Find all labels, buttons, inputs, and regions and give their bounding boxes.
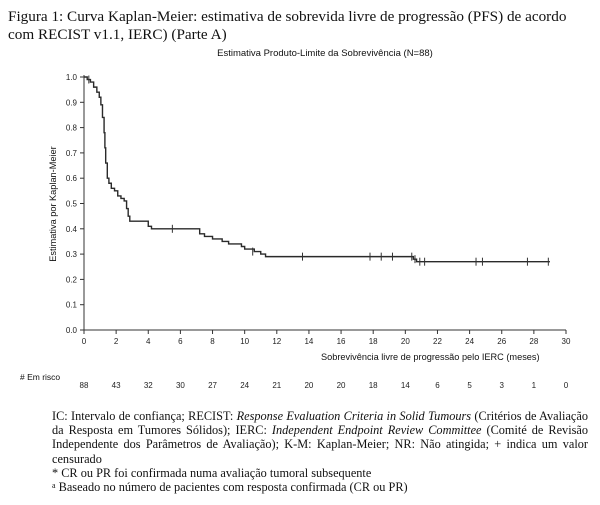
footnote-a-mark: a xyxy=(52,481,56,491)
y-tick-label: 0.4 xyxy=(65,224,77,234)
risk-count: 14 xyxy=(400,381,410,390)
footnotes xyxy=(52,409,588,494)
y-tick-label: 0.5 xyxy=(65,199,77,209)
recist-term: Response Evaluation Criteria in Solid Tumours xyxy=(236,409,472,423)
x-tick-label: 10 xyxy=(240,337,250,346)
x-tick-label: 0 xyxy=(81,337,87,346)
x-tick-label: 20 xyxy=(400,337,410,346)
x-tick-label: 6 xyxy=(178,337,183,346)
y-tick-label: 0.3 xyxy=(65,250,77,260)
x-tick-label: 16 xyxy=(336,337,346,346)
risk-count: 1 xyxy=(531,381,537,390)
risk-count: 5 xyxy=(467,381,472,390)
x-axis-label: Sobrevivência livre de progressão pelo IERC (meses) xyxy=(321,352,540,362)
tick-labels xyxy=(66,73,571,346)
x-tick-label: 26 xyxy=(497,337,507,346)
figure-caption: Figura 1: Curva Kaplan-Meier: estimativa de sobrevida livre de progressão (PFS) de acordo com RECIST v1.1, IERC) (Parte A) xyxy=(8,8,567,43)
x-tick-label: 18 xyxy=(368,337,378,346)
censor-marks xyxy=(89,76,549,266)
y-tick-label: 0.0 xyxy=(65,326,77,335)
risk-count: 3 xyxy=(499,381,504,390)
risk-count: 24 xyxy=(240,381,250,390)
footnote-star: * CR ou PR foi confirmada numa avaliação tumoral subsequente xyxy=(52,465,372,480)
axes xyxy=(80,75,566,334)
x-tick-label: 8 xyxy=(210,337,215,346)
km-curve xyxy=(84,77,550,262)
y-tick-label: 0.7 xyxy=(65,148,77,158)
risk-count: 6 xyxy=(435,381,440,390)
km-curve-layer xyxy=(84,77,550,262)
chart-title: Estimativa Produto-Limite da Sobrevivência (N=88) xyxy=(217,48,433,59)
y-axis-label: Estimativa por Kaplan-Meier xyxy=(48,146,58,262)
y-tick-label: 1.0 xyxy=(65,73,77,82)
ierc-translation: (Comité de Revisão Independente dos Parâmetros de Avaliação); K-M: Kaplan-Meier; NR: Não atingida; + indica um valor censurado xyxy=(52,423,588,466)
x-tick-label: 28 xyxy=(529,337,539,346)
x-tick-label: 2 xyxy=(113,337,119,346)
y-tick-label: 0.9 xyxy=(65,98,77,108)
risk-count: 20 xyxy=(336,381,346,390)
y-tick-label: 0.2 xyxy=(65,275,77,285)
y-tick-label: 0.6 xyxy=(65,174,77,184)
risk-table-label: # Em risco xyxy=(20,372,61,382)
risk-count: 18 xyxy=(368,381,378,390)
risk-table xyxy=(80,381,569,390)
x-tick-label: 30 xyxy=(561,337,571,346)
footnote-a xyxy=(52,480,588,494)
risk-count: 30 xyxy=(175,381,185,390)
x-tick-label: 24 xyxy=(465,337,475,346)
x-tick-label: 4 xyxy=(146,337,151,346)
risk-count: 32 xyxy=(143,381,153,390)
x-tick-label: 14 xyxy=(304,337,314,346)
risk-count: 0 xyxy=(563,381,569,390)
footnote-a-text: Baseado no número de pacientes com resposta confirmada (CR ou PR) xyxy=(55,480,408,495)
risk-count: 27 xyxy=(208,381,217,390)
abbreviations-note xyxy=(52,409,588,466)
risk-count: 20 xyxy=(304,381,314,390)
recist-translation: (Critérios de Avaliação da Resposta em Tumores Sólidos); IERC: xyxy=(52,409,588,438)
risk-count: 88 xyxy=(79,381,89,390)
x-tick-label: 12 xyxy=(272,337,282,346)
risk-count: 43 xyxy=(111,381,121,390)
x-tick-label: 22 xyxy=(433,337,442,346)
ierc-term: Independent Endpoint Review Committee xyxy=(271,423,482,438)
abbrev-intro: IC: Intervalo de confiança; RECIST: xyxy=(52,409,237,423)
risk-count: 21 xyxy=(272,381,282,390)
y-tick-label: 0.1 xyxy=(65,300,77,310)
y-tick-label: 0.8 xyxy=(65,123,77,133)
